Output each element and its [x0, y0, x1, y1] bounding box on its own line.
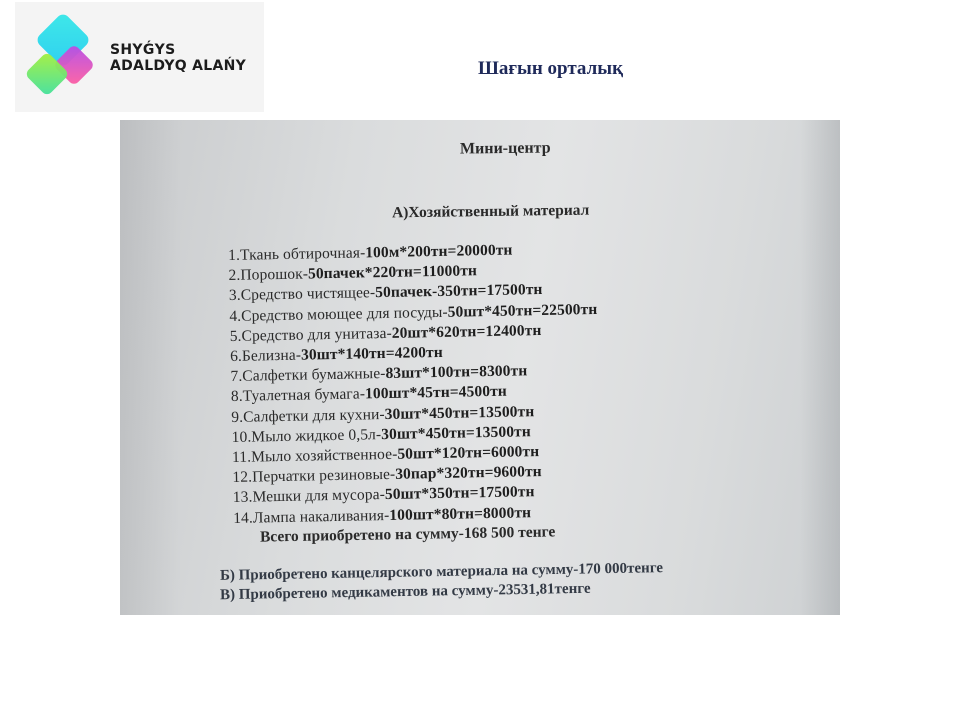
document-heading: Мини-центр [459, 139, 551, 158]
item-label: 14.Лампа накаливания- [233, 506, 390, 527]
item-label: 7.Салфетки бумажные- [230, 365, 386, 386]
item-quantity: 100м*200тн=20000тн [365, 241, 513, 262]
document-photo [120, 120, 840, 615]
logo [15, 2, 264, 112]
logo-line-2: ADALDYQ ALAŃY [110, 58, 247, 74]
item-label: 1.Ткань обтирочная- [228, 244, 366, 264]
item-quantity: 100шт*80тн=8000тн [389, 503, 532, 524]
section-c-line: В) Приобретено медикаментов на сумму-23531,81тенге [219, 580, 591, 604]
item-label: 13.Мешки для мусора- [232, 486, 386, 507]
materials-list [228, 237, 713, 529]
item-quantity: 30пар*320тн=9600тн [395, 463, 542, 484]
item-quantity: 20шт*620тн=12400тн [391, 321, 542, 342]
item-label: 12.Перчатки резиновые- [232, 466, 396, 487]
item-quantity: 50шт*120тн=6000тн [397, 443, 540, 463]
item-label: 5.Средство для унитаза- [229, 324, 392, 345]
section-b-line: Б) Приобретено канцелярского материала на сумму-170 000тенге [219, 560, 664, 584]
item-label: 4.Средство моющее для посуды- [229, 303, 448, 325]
item-quantity: 100шт*45тн=4500тн [364, 383, 508, 403]
logo-text [110, 42, 246, 74]
document-page [120, 120, 840, 615]
item-label: 9.Салфетки для кухни- [231, 405, 385, 426]
logo-mark-icon [25, 12, 105, 102]
item-quantity: 83шт*100тн=8300тн [385, 362, 528, 383]
slide-title: Шағын орталық [478, 58, 624, 79]
item-quantity: 30шт*140тн=4200тн [300, 343, 443, 364]
total-line: Всего приобретено на сумму-168 500 тенге [259, 523, 556, 546]
item-quantity: 50пачек-350тн=17500тн [375, 281, 543, 302]
section-a-heading: А)Хозяйственный материал [391, 201, 590, 222]
logo-line-1: SHYǴYS [110, 42, 176, 58]
item-label: 3.Средство чистящее- [228, 284, 376, 305]
item-label: 8.Туалетная бумага- [230, 385, 366, 406]
item-quantity: 50пачек*220тн=11000тн [307, 262, 478, 283]
item-label: 11.Мыло хозяйственное- [231, 445, 398, 466]
item-label: 6.Белизна- [229, 346, 302, 365]
item-quantity: 30шт*450тн=13500тн [381, 423, 531, 443]
item-label: 10.Мыло жидкое 0,5л- [231, 425, 382, 446]
item-quantity: 50шт*350тн=17500тн [384, 483, 535, 504]
item-label: 2.Порошок- [228, 265, 309, 285]
item-quantity: 50шт*450тн=22500тн [447, 300, 598, 321]
item-quantity: 30шт*450тн=13500тн [384, 402, 535, 423]
